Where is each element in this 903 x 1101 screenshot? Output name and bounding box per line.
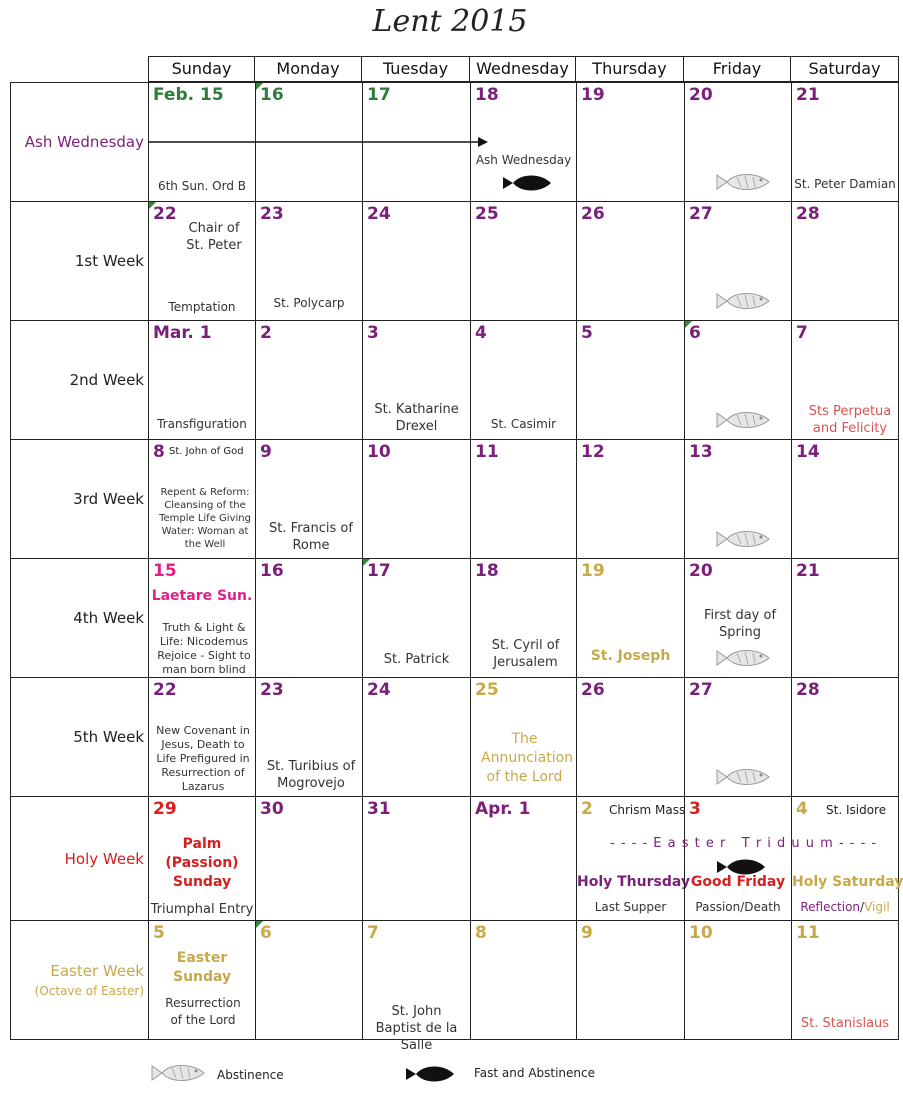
day-cell[interactable]	[362, 439, 470, 558]
legend-abstinence-label: Abstinence	[217, 1068, 284, 1082]
day-cell[interactable]	[576, 558, 684, 677]
day-number: 22	[153, 204, 177, 224]
day-inline-note: St. Isidore	[826, 803, 887, 817]
day-top-note: Good Friday	[690, 874, 786, 890]
header-sunday: Sunday	[148, 56, 255, 82]
day-number: 11	[475, 442, 499, 462]
day-cell[interactable]	[255, 920, 362, 1040]
day-number: 13	[689, 442, 713, 462]
day-cell[interactable]	[148, 677, 255, 796]
day-cell[interactable]	[684, 320, 791, 439]
day-note: St. Cyril of Jerusalem	[491, 638, 560, 670]
day-number: 15	[153, 561, 177, 581]
day-note: Passion/Death	[695, 900, 781, 914]
day-cell[interactable]	[684, 920, 791, 1040]
header-saturday: Saturday	[791, 56, 899, 82]
day-cell[interactable]	[470, 796, 576, 920]
row-label-ash-wednesday	[10, 82, 148, 201]
day-cell[interactable]	[470, 320, 576, 439]
day-cell[interactable]	[791, 201, 899, 320]
day-number: 22	[153, 680, 177, 700]
day-cell[interactable]	[255, 796, 362, 920]
calendar-grid	[10, 56, 903, 1053]
day-number: 25	[475, 680, 499, 700]
row-label-5th-week	[10, 677, 148, 796]
day-cell[interactable]	[148, 920, 255, 1040]
row-label-text: Easter Week	[50, 962, 144, 980]
day-number: 12	[581, 442, 605, 462]
day-note: St. Francis of Rome	[269, 521, 353, 553]
day-number: 7	[367, 923, 379, 943]
day-cell[interactable]	[255, 439, 362, 558]
day-cell[interactable]	[791, 439, 899, 558]
day-note: Resurrection of the Lord	[165, 996, 241, 1027]
day-note: St. Joseph	[590, 648, 671, 664]
row-label-text: 5th Week	[73, 728, 144, 746]
day-cell[interactable]	[255, 677, 362, 796]
abstinence-fish-icon	[715, 766, 771, 788]
day-number: 20	[689, 85, 713, 105]
day-cell[interactable]	[576, 796, 691, 920]
day-cell[interactable]	[470, 558, 576, 677]
day-number: 4	[475, 323, 487, 343]
day-note: Last Supper	[594, 900, 667, 914]
day-number: 18	[475, 561, 499, 581]
day-number: 5	[153, 923, 165, 943]
day-cell[interactable]	[576, 677, 684, 796]
day-number: 8	[475, 923, 487, 943]
row-label-1st-week	[10, 201, 148, 320]
abstinence-fish-icon	[715, 171, 771, 193]
day-number: 9	[581, 923, 593, 943]
day-number: 24	[367, 680, 391, 700]
day-note: St. Polycarp	[273, 296, 345, 310]
day-top-note: Palm (Passion) Sunday	[165, 836, 239, 890]
legend-fast-label: Fast and Abstinence	[474, 1066, 596, 1080]
day-note: St. Peter Damian	[794, 177, 896, 191]
day-cell[interactable]	[791, 796, 903, 920]
day-number: 10	[367, 442, 391, 462]
day-cell[interactable]	[362, 320, 470, 439]
day-number: 8	[153, 442, 165, 462]
day-note: First day of Spring	[703, 608, 777, 640]
day-number: 23	[260, 680, 284, 700]
day-number: 4	[796, 799, 808, 819]
day-cell[interactable]	[148, 320, 255, 439]
day-number: 16	[260, 85, 284, 105]
day-cell[interactable]	[470, 920, 576, 1040]
header-friday: Friday	[684, 56, 791, 82]
row-label-3rd-week	[10, 439, 148, 558]
calendar-title: Lent 2015	[372, 4, 528, 39]
day-note: St. Katharine Drexel	[374, 402, 459, 434]
day-number: 9	[260, 442, 272, 462]
day-cell[interactable]	[470, 201, 576, 320]
day-number: 3	[689, 799, 701, 819]
row-label-holy-week	[10, 796, 148, 920]
day-cell[interactable]	[362, 201, 470, 320]
day-number: 19	[581, 85, 605, 105]
easter-triduum-banner: - - - - E a s t e r T r i d u u m - - - -	[610, 836, 878, 851]
day-cell[interactable]	[362, 796, 470, 920]
fast-fish-icon	[404, 1064, 456, 1084]
day-number: 11	[796, 923, 820, 943]
row-label-text: 3rd Week	[73, 490, 144, 508]
day-cell[interactable]	[791, 677, 899, 796]
day-cell[interactable]	[148, 558, 255, 677]
day-note: Repent & Reform: Cleansing of the Temple Life Giving Water: Woman at the Well	[159, 487, 251, 550]
day-cell[interactable]	[684, 677, 791, 796]
day-number: 21	[796, 561, 820, 581]
day-top-note: Holy Thursday	[577, 874, 691, 890]
day-cell[interactable]	[362, 920, 470, 1053]
row-label-text: 2nd Week	[69, 371, 144, 389]
day-cell[interactable]	[576, 920, 684, 1040]
day-cell[interactable]	[791, 320, 899, 439]
day-cell[interactable]	[576, 82, 684, 201]
day-number: 28	[796, 204, 820, 224]
fast-fish-icon	[501, 173, 553, 193]
day-number: 6	[260, 923, 272, 943]
day-number: 27	[689, 204, 713, 224]
abstinence-fish-icon	[150, 1062, 206, 1084]
day-note-vigil: Vigil	[864, 900, 890, 914]
day-number: 20	[689, 561, 713, 581]
day-note: Truth & Light & Life: Nicodemus Rejoice - Sight to man born blind	[157, 621, 251, 676]
day-cell[interactable]	[684, 796, 791, 920]
day-cell[interactable]	[684, 558, 791, 677]
header-wednesday: Wednesday	[470, 56, 576, 82]
day-cell[interactable]	[362, 677, 470, 796]
day-number: 29	[153, 799, 177, 819]
day-note: Temptation	[168, 300, 236, 314]
day-number: 19	[581, 561, 605, 581]
day-number: 25	[475, 204, 499, 224]
day-cell[interactable]	[576, 320, 684, 439]
day-number: 28	[796, 680, 820, 700]
day-note: New Covenant in Jesus, Death to Life Prefigured in Resurrection of Lazarus	[156, 724, 250, 793]
abstinence-fish-icon	[715, 647, 771, 669]
day-number: 18	[475, 85, 499, 105]
row-label-text: 4th Week	[73, 609, 144, 627]
day-cell[interactable]	[791, 558, 899, 677]
day-cell[interactable]	[791, 920, 899, 1040]
day-number: 26	[581, 680, 605, 700]
day-cell[interactable]	[576, 201, 684, 320]
abstinence-fish-icon	[715, 409, 771, 431]
header-monday: Monday	[255, 56, 362, 82]
day-number: Apr. 1	[475, 799, 531, 819]
day-number: 2	[581, 799, 593, 819]
day-note: St. Patrick	[383, 652, 450, 667]
day-note: Reflection	[800, 900, 861, 914]
day-note-group: Reflection/Vigil	[800, 900, 890, 914]
day-cell[interactable]	[148, 796, 255, 920]
row-sublabel-text: (Octave of Easter)	[34, 984, 144, 998]
day-note: Triumphal Entry	[150, 902, 254, 917]
day-number: 23	[260, 204, 284, 224]
day-cell[interactable]	[684, 82, 791, 201]
day-cell[interactable]	[362, 558, 470, 677]
day-cell[interactable]	[148, 439, 255, 558]
day-number: 14	[796, 442, 820, 462]
day-cell[interactable]	[684, 439, 791, 558]
day-top-note: Laetare Sun.	[151, 588, 253, 604]
day-number: 30	[260, 799, 284, 819]
day-number: 2	[260, 323, 272, 343]
day-cell[interactable]	[255, 201, 362, 320]
day-note: Sts Perpetua and Felicity	[808, 404, 892, 436]
day-note: St. Stanislaus	[800, 1016, 890, 1031]
day-cell[interactable]	[255, 558, 362, 677]
day-number: 17	[367, 561, 391, 581]
day-cell[interactable]	[470, 677, 576, 796]
day-number: Mar. 1	[153, 323, 212, 343]
day-top-note: Chair of St. Peter	[186, 221, 242, 253]
row-label-easter-week	[10, 920, 148, 1040]
day-inline-note: St. John of God	[169, 446, 244, 457]
day-number: 26	[581, 204, 605, 224]
day-cell[interactable]	[148, 201, 255, 320]
abstinence-fish-icon	[715, 528, 771, 550]
header-tuesday: Tuesday	[362, 56, 470, 82]
day-number: 16	[260, 561, 284, 581]
row-label-text: 1st Week	[74, 252, 144, 270]
day-cell[interactable]	[255, 320, 362, 439]
abstinence-fish-icon	[715, 290, 771, 312]
header-thursday: Thursday	[576, 56, 684, 82]
day-note: St. John Baptist de la Salle	[375, 1004, 458, 1053]
day-number: 6	[689, 323, 701, 343]
day-number: 27	[689, 680, 713, 700]
day-number: 10	[689, 923, 713, 943]
day-note: Ash Wednesday	[475, 153, 572, 167]
row-label-text: Holy Week	[64, 849, 144, 868]
day-cell[interactable]	[576, 439, 684, 558]
day-cell[interactable]	[470, 439, 576, 558]
row-label-2nd-week	[10, 320, 148, 439]
day-note: 6th Sun. Ord B	[157, 179, 247, 193]
day-number: 31	[367, 799, 391, 819]
day-note: St. Turibius of Mogrovejo	[266, 759, 356, 791]
day-top-note: Holy Saturday	[792, 874, 903, 890]
day-number: 17	[367, 85, 391, 105]
day-number: 5	[581, 323, 593, 343]
day-number: 21	[796, 85, 820, 105]
day-note: St. Casimir	[490, 417, 557, 431]
day-note: The Annunciation of the Lord	[481, 731, 574, 785]
day-cell[interactable]	[684, 201, 791, 320]
ash-wednesday-arrow	[148, 136, 488, 148]
day-number: 7	[796, 323, 808, 343]
day-number: 3	[367, 323, 379, 343]
row-label-text: Ash Wednesday	[24, 133, 144, 151]
day-top-note: Easter Sunday	[173, 950, 232, 985]
day-number: 24	[367, 204, 391, 224]
day-cell[interactable]	[791, 82, 899, 201]
row-label-4th-week	[10, 558, 148, 677]
day-inline-note: Chrism Mass	[609, 803, 686, 817]
day-number: Feb. 15	[153, 85, 224, 105]
day-note: Transfiguration	[157, 417, 247, 431]
